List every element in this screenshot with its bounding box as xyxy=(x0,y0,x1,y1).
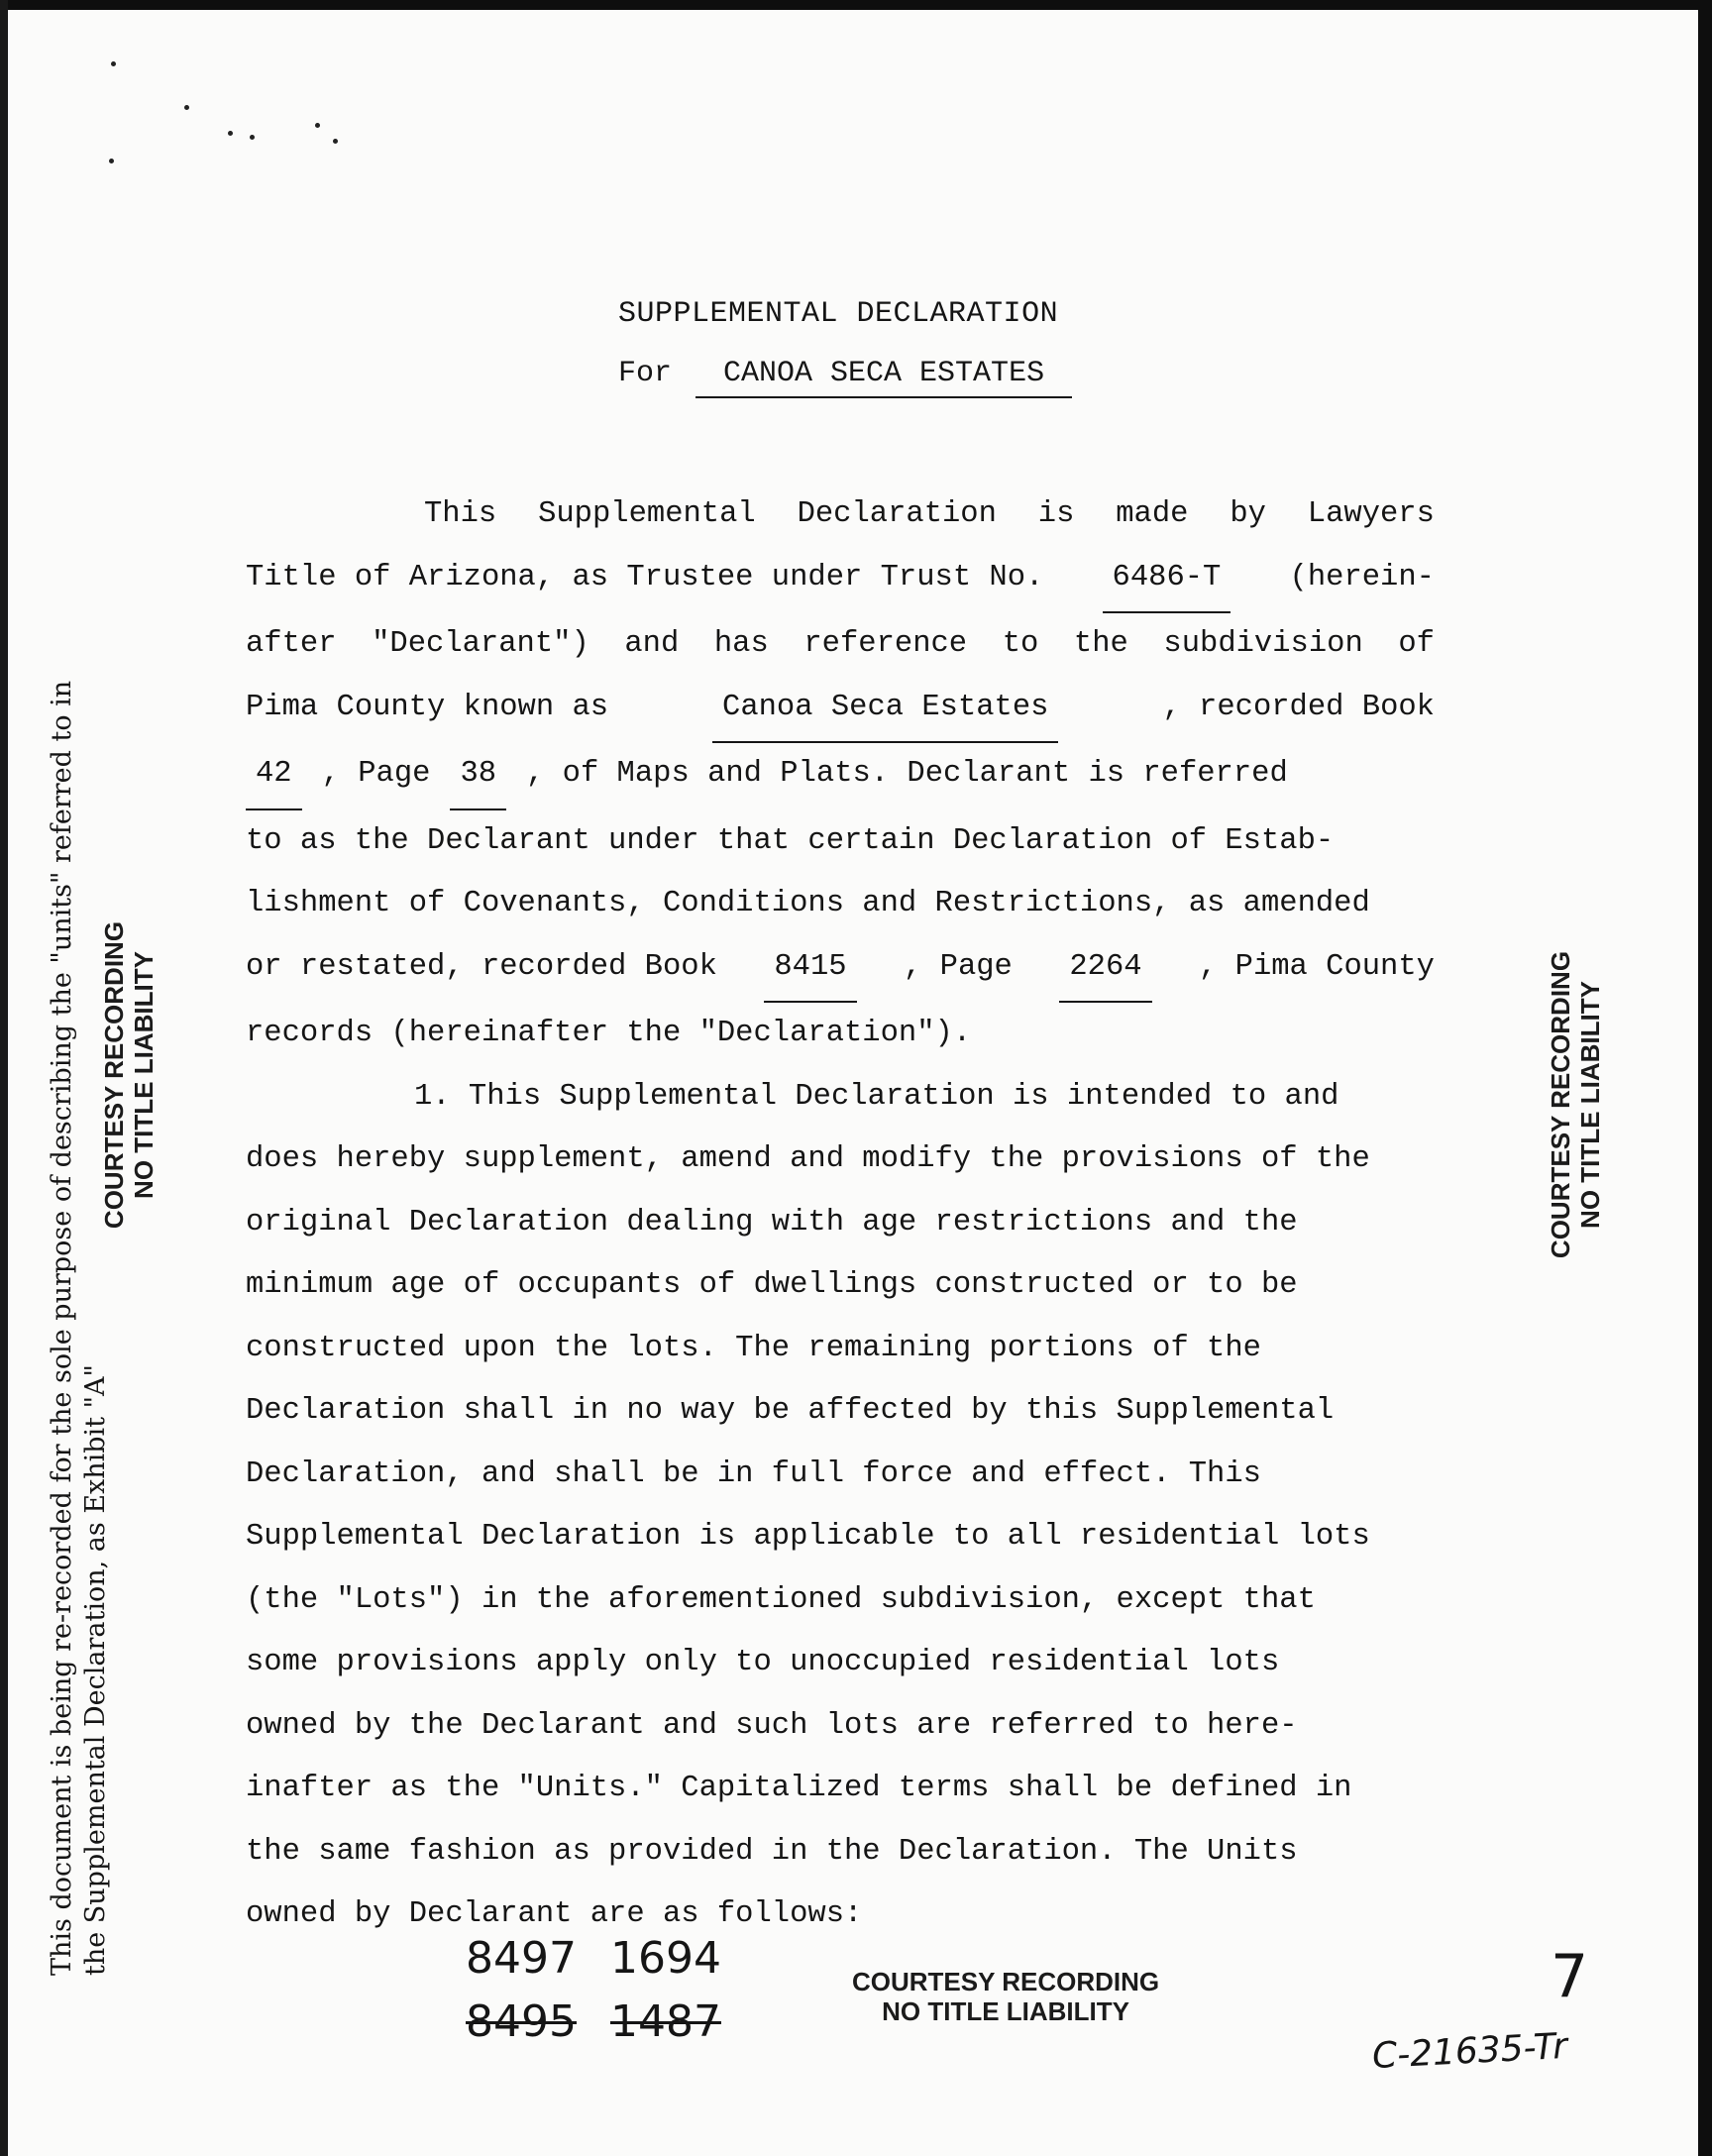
for-value: CANOA SECA ESTATES xyxy=(696,357,1072,398)
scan-speck xyxy=(315,123,320,128)
text-line: Pima County known as Canoa Seca Estates , recorded Book xyxy=(246,677,1435,744)
text-line: some provisions apply only to unoccupied residential lots xyxy=(246,1646,1280,1679)
text-line: Declaration, and shall be in full force and effect. This xyxy=(246,1456,1261,1491)
recording-numbers xyxy=(466,1927,755,2054)
scan-speck xyxy=(333,139,338,144)
subdivision-name: Canoa Seca Estates xyxy=(712,677,1058,744)
text-line: constructed upon the lots. The remaining portions of the xyxy=(246,1331,1261,1365)
re-recording-note: This document is being re-recorded for the sole purpose of describing the "units" referred to in the Supplemental Declaration, as Exhibit "A" xyxy=(47,680,111,1976)
handwritten-doc-code: C-21635-Tr xyxy=(1371,2025,1568,2078)
text-line: Supplemental Declaration is applicable to all residential lots xyxy=(246,1520,1370,1554)
trust-number: 6486-T xyxy=(1103,547,1231,614)
text-line: original Declaration dealing with age restrictions and the xyxy=(246,1205,1298,1240)
text-line: 42 , Page 38 , of Maps and Plats. Declarant is referred xyxy=(246,743,1435,810)
text-line: does hereby supplement, amend and modify the provisions of the xyxy=(246,1142,1370,1176)
text-line: Title of Arizona, as Trustee under Trust No. 6486-T (herein- xyxy=(246,547,1435,614)
struck-recording: 8495 1487 xyxy=(466,1996,721,2047)
document-title: SUPPLEMENTAL DECLARATION xyxy=(618,297,1059,331)
scan-speck xyxy=(111,61,116,66)
handwritten-page-number: 7 xyxy=(1551,1942,1589,2011)
scan-border-right xyxy=(1698,0,1712,2156)
text-line: owned by the Declarant and such lots are referred to here- xyxy=(246,1708,1298,1743)
text-line: (the "Lots") in the aforementioned subdivision, except that xyxy=(246,1582,1316,1617)
book-number-2: 8415 xyxy=(764,936,856,1004)
book-number: 42 xyxy=(246,743,302,810)
text-line: or restated, recorded Book 8415 , Page 2264 , Pima County xyxy=(246,936,1435,1004)
scan-border-top xyxy=(0,0,1712,10)
text-line: after "Declarant") and has reference to the subdivision of xyxy=(246,627,1435,661)
scan-speck xyxy=(184,105,189,110)
text-line: lishment of Covenants, Conditions and Restrictions, as amended xyxy=(246,887,1370,920)
current-recording: 8497 1694 xyxy=(466,1933,721,1984)
text-line: owned by Declarant are as follows: xyxy=(246,1897,863,1931)
text-line: minimum age of occupants of dwellings constructed or to be xyxy=(246,1268,1298,1302)
text-line: inafter as the "Units." Capitalized terms shall be defined in xyxy=(246,1772,1352,1805)
courtesy-stamp-right: COURTESY RECORDING NO TITLE LIABILITY xyxy=(1546,950,1605,1259)
scan-speck xyxy=(228,131,233,136)
scan-speck xyxy=(250,135,255,140)
for-label: For xyxy=(618,357,673,390)
text-line: records (hereinafter the "Declaration"). xyxy=(246,1017,972,1050)
page-number-ref: 38 xyxy=(450,743,506,810)
scan-border-left xyxy=(0,0,8,2156)
scan-speck xyxy=(109,159,114,163)
declaration-body xyxy=(246,484,1435,1947)
text-line: This Supplemental Declaration is made by Lawyers xyxy=(424,497,1435,531)
courtesy-stamp-left: COURTESY RECORDING NO TITLE LIABILITY xyxy=(99,920,159,1230)
text-line: to as the Declarant under that certain Declaration of Estab- xyxy=(246,823,1335,858)
courtesy-stamp-bottom: COURTESY RECORDING NO TITLE LIABILITY xyxy=(852,1967,1160,2026)
text-line: 1. This Supplemental Declaration is intended to and xyxy=(414,1079,1339,1114)
text-line: Declaration shall in no way be affected by this Supplemental xyxy=(246,1394,1335,1428)
for-line xyxy=(618,357,1072,398)
text-line: the same fashion as provided in the Declaration. The Units xyxy=(246,1834,1298,1869)
page-number-2: 2264 xyxy=(1059,936,1151,1004)
